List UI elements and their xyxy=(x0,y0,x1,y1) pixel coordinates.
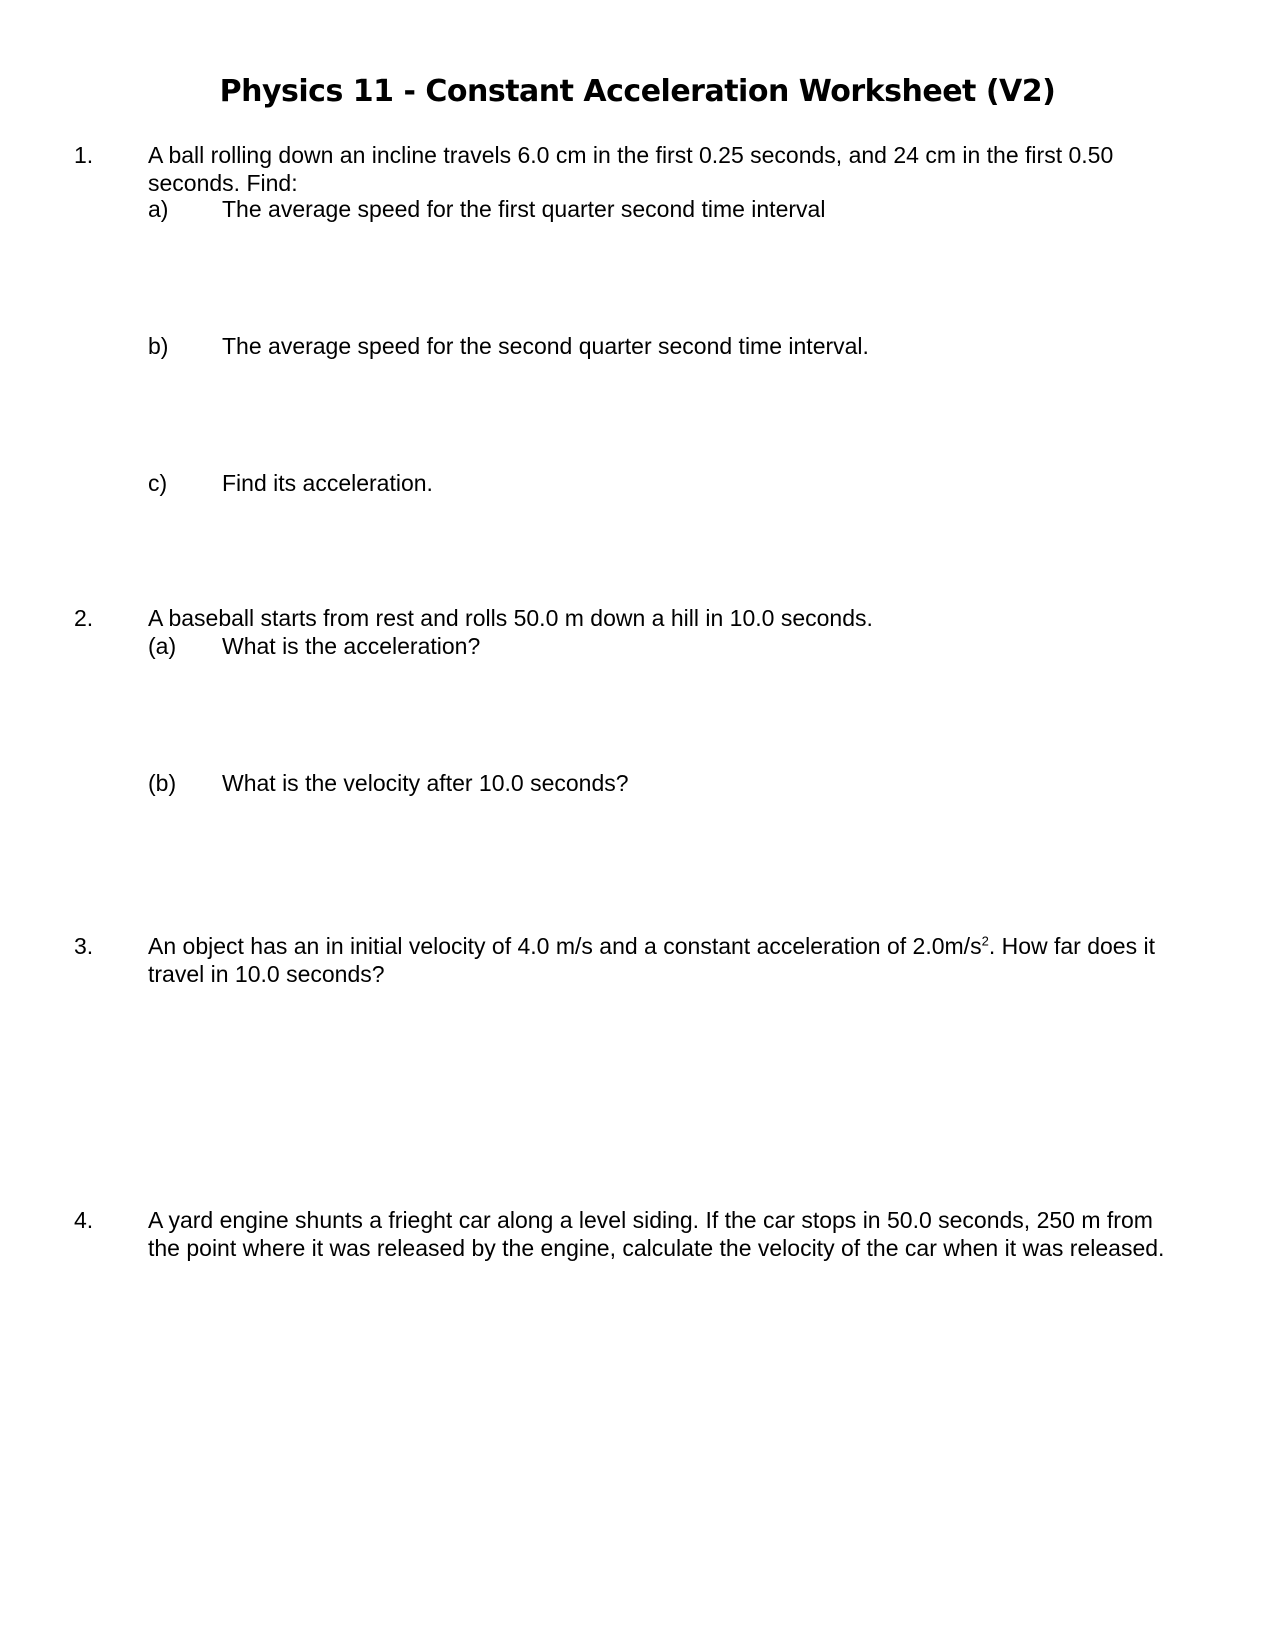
question-1b-text: The average speed for the second quarter second time interval. xyxy=(222,333,869,359)
question-2a-label: (a) xyxy=(148,633,177,659)
question-3-superscript: 2 xyxy=(981,933,989,949)
question-2-text: A baseball starts from rest and rolls 50.0 m down a hill in 10.0 seconds. xyxy=(148,605,873,631)
question-3-text-tail: . How far does it travel in 10.0 seconds? xyxy=(148,933,1155,987)
question-1a-label: a) xyxy=(148,196,169,222)
question-2b-label: (b) xyxy=(148,770,177,796)
question-3-number: 3. xyxy=(74,933,94,959)
question-1c-label: c) xyxy=(148,470,168,496)
question-2b-text: What is the velocity after 10.0 seconds? xyxy=(222,770,629,796)
question-3-text xyxy=(148,932,1188,988)
question-1-text: A ball rolling down an incline travels 6.0 cm in the first 0.25 seconds, and 24 cm in the first 0.50 seconds. Find: xyxy=(148,142,1114,196)
question-3-text-main: An object has an in initial velocity of 4.0 m/s and a constant acceleration of 2.0m/s xyxy=(148,933,982,959)
question-4-text: A yard engine shunts a frieght car along a level siding. If the car stops in 50.0 seconds, 250 m from the point where it was released by the engine, calculate the velocity of the car when it was released. xyxy=(148,1207,1165,1261)
question-4-number: 4. xyxy=(74,1207,94,1233)
question-2-number: 2. xyxy=(74,605,94,631)
question-2a-text: What is the acceleration? xyxy=(222,633,481,659)
question-1b-label: b) xyxy=(148,333,169,359)
question-1-number: 1. xyxy=(74,142,94,168)
worksheet-title: Physics 11 - Constant Acceleration Worksheet (V2) xyxy=(219,74,1056,109)
question-1c-text: Find its acceleration. xyxy=(222,470,433,496)
question-1a-text: The average speed for the first quarter second time interval xyxy=(222,196,826,222)
